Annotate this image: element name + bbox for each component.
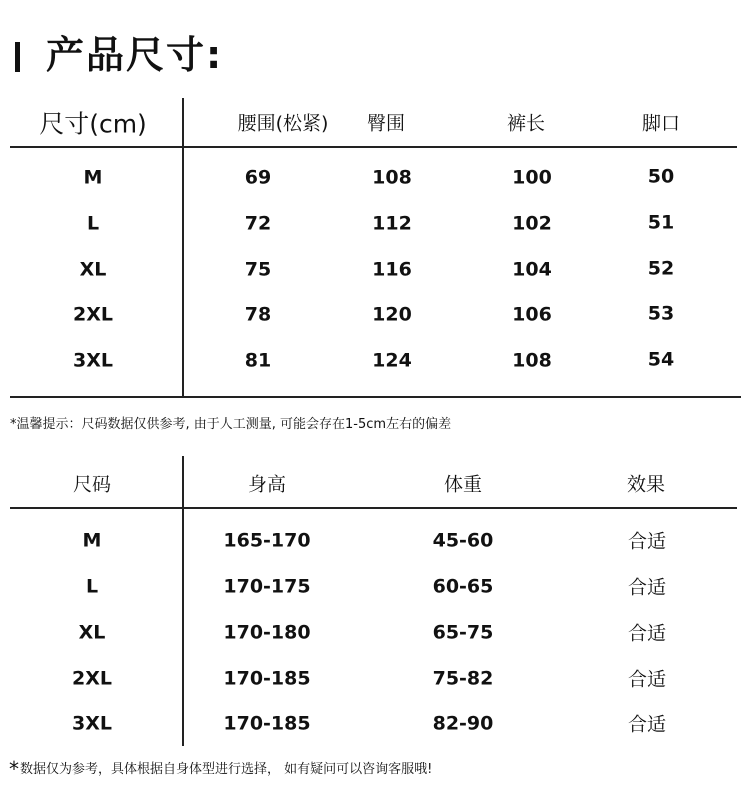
fit-table-cell: L (85, 575, 99, 598)
size-table-header-waist: 腰围(松紧) (237, 112, 329, 135)
fit-table-header-height: 身高 (247, 473, 287, 496)
fit-table-cell: M (82, 529, 102, 552)
fit-table-header-rule (10, 507, 737, 509)
size-table-cell: 100 (512, 166, 552, 189)
fit-table-cell: 合适 (627, 530, 667, 553)
size-table-cell: 120 (372, 303, 412, 326)
size-table-header-size: 尺寸(cm) (39, 109, 147, 139)
size-table-cell: 112 (372, 212, 412, 235)
fit-table-divider (182, 456, 184, 746)
size-table-cell: 53 (647, 302, 675, 325)
measurement-note: *温馨提示：尺码数据仅供参考, 由于人工测量, 可能会存在1-5cm左右的偏差 (10, 417, 452, 432)
fit-table-cell: 合适 (627, 713, 667, 736)
size-table-cell: 104 (512, 258, 552, 281)
fit-table-cell: 45-60 (432, 529, 494, 552)
size-table-cell: 108 (372, 166, 412, 189)
fit-table-cell: 合适 (627, 576, 667, 599)
fit-table-cell: 2XL (72, 667, 112, 690)
fit-table-header-size: 尺码 (72, 473, 112, 496)
size-table-divider (182, 98, 184, 398)
size-table-cell: 106 (512, 303, 552, 326)
size-table-cell: 51 (647, 211, 675, 234)
size-table-cell: L (86, 212, 100, 235)
fit-table-cell: 82-90 (432, 712, 494, 735)
size-table-header-length: 裤长 (506, 112, 546, 135)
fit-table-cell: 170-180 (223, 621, 311, 644)
fit-table-cell: 75-82 (432, 667, 494, 690)
fit-table-cell: 60-65 (432, 575, 494, 598)
size-table-cell: 3XL (73, 349, 113, 372)
fit-table-cell: 170-185 (223, 667, 311, 690)
note-asterisk: * (9, 757, 19, 781)
reference-note-text: 数据仅为参考，具体根据自身体型进行选择， 如有疑问可以咨询客服哦! (20, 762, 433, 777)
fit-table-header-effect: 效果 (626, 473, 666, 496)
size-table-header-rule (10, 146, 737, 148)
size-table-cell: XL (79, 258, 107, 281)
size-table-cell: 116 (372, 258, 412, 281)
size-table-cell: 52 (647, 257, 675, 280)
size-table-cell: 50 (647, 165, 675, 188)
size-table-cell: 72 (244, 212, 272, 235)
fit-table-cell: XL (78, 621, 106, 644)
fit-table-header-weight: 体重 (443, 473, 483, 496)
page-title: 产品尺寸: (46, 33, 224, 77)
size-table-cell: 54 (647, 348, 675, 371)
size-table-cell: 108 (512, 349, 552, 372)
reference-note (9, 757, 432, 781)
fit-table-cell: 170-175 (223, 575, 311, 598)
size-table-cell: 2XL (73, 303, 113, 326)
fit-table-cell: 3XL (72, 712, 112, 735)
size-table-cell: 102 (512, 212, 552, 235)
title-marker (15, 42, 20, 72)
size-table-cell: 69 (244, 166, 272, 189)
size-table-cell: 75 (244, 258, 272, 281)
size-table-header-hem: 脚口 (641, 112, 681, 135)
size-table-cell: 78 (244, 303, 272, 326)
fit-table-cell: 170-185 (223, 712, 311, 735)
fit-table-cell: 165-170 (223, 529, 311, 552)
size-table-cell: 81 (244, 349, 272, 372)
size-table-header-hip: 臀围 (366, 112, 406, 135)
fit-table-cell: 65-75 (432, 621, 494, 644)
size-table-cell: 124 (372, 349, 412, 372)
size-table-cell: M (83, 166, 103, 189)
fit-table-cell: 合适 (627, 668, 667, 691)
size-table-bottom-rule (10, 396, 741, 398)
fit-table-cell: 合适 (627, 622, 667, 645)
